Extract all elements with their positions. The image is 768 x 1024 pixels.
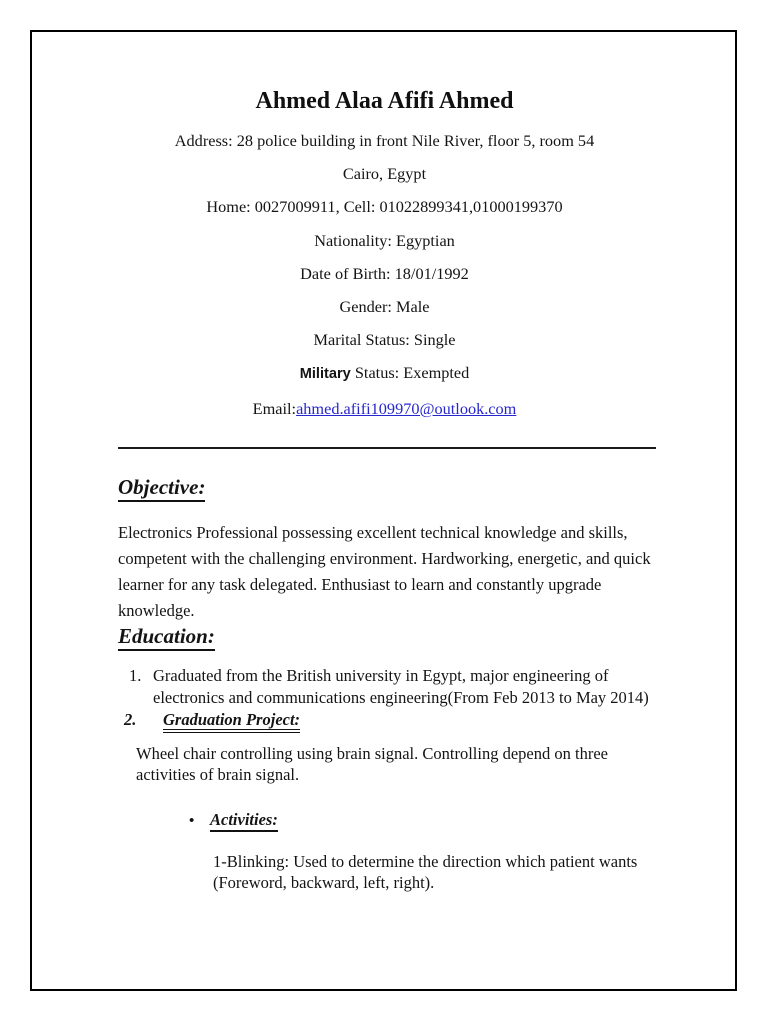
contact-line-email: [118, 392, 651, 425]
military-status-text: Status: Exempted: [350, 363, 470, 383]
objective-section-heading: [118, 475, 651, 500]
contact-line-marital-status: Marital Status: Single: [313, 330, 456, 350]
graduation-project-heading: Graduation Project:: [163, 710, 300, 733]
military-word: Military: [299, 366, 351, 383]
section-divider-line: [118, 447, 656, 449]
contact-line-phones: Home: 0027009911, Cell: 01022899341,01000199370: [206, 197, 563, 217]
activities-heading: Activities:: [210, 810, 278, 832]
objective-heading-text: Objective:: [118, 475, 205, 502]
resume-name-title: Ahmed Alaa Afifi Ahmed: [255, 88, 514, 114]
education-item-1-text: Graduated from the British university in Egypt, major engineering of electronics and communications engineering(From Feb 2013 to May 2014): [153, 665, 649, 707]
contact-line-military-status: [118, 356, 651, 391]
contact-info-block: [118, 124, 651, 425]
email-label: Email:: [252, 398, 297, 418]
education-list-item-1: [118, 665, 651, 709]
objective-paragraph: Electronics Professional possessing excellent technical knowledge and skills, competent with the challenging environment. Hardworking, energetic, and quick learner for any task delegated. Enthusiast to learn and constantly upgrade knowledge.: [118, 522, 651, 620]
graduation-project-description: Wheel chair controlling using brain signal. Controlling depend on three activities of brain signal.: [136, 743, 608, 785]
list-number-2: 2.: [124, 709, 137, 729]
contact-line-nationality: Nationality: Egyptian: [314, 230, 455, 250]
resume-page: [30, 30, 737, 991]
contact-line-gender: Gender: Male: [339, 297, 430, 317]
email-link[interactable]: ahmed.afifi109970@outlook.com: [296, 398, 517, 418]
education-list-item-2: [118, 709, 651, 731]
activity-blinking-text: 1-Blinking: Used to determine the direction which patient wants (Foreword, backward, left, right).: [213, 851, 638, 893]
contact-line-birthdate: Date of Birth: 18/01/1992: [300, 263, 469, 283]
education-section-heading: [118, 624, 651, 649]
list-number-1: 1.: [129, 665, 142, 685]
resume-content: [32, 89, 735, 894]
contact-line-city: Cairo, Egypt: [342, 164, 427, 184]
activities-list-item: [118, 810, 651, 832]
education-item-2-text: [163, 709, 651, 731]
contact-line-address: Address: 28 police building in front Nile River, floor 5, room 54: [174, 131, 595, 150]
education-heading-text: Education:: [118, 624, 215, 651]
bullet-marker: •: [189, 812, 195, 829]
